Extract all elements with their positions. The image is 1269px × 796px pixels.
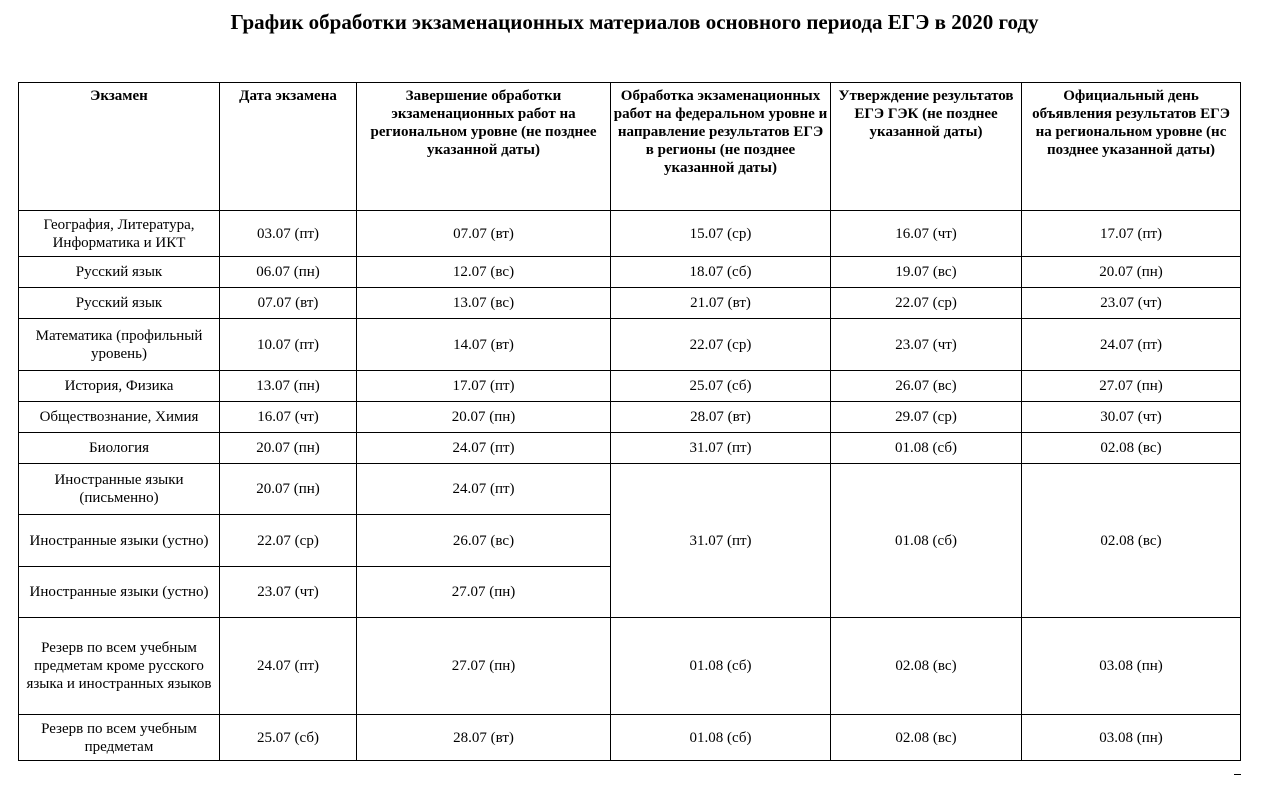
cell-exam: Резерв по всем учебным предметам кроме русского языка и иностранных языков (19, 618, 220, 715)
cell-exam: Иностранные языки (письменно) (19, 464, 220, 515)
cell-results-date: 24.07 (пт) (1022, 319, 1241, 371)
cell-results-date: 02.08 (вс) (1022, 433, 1241, 464)
cell-federal-date: 01.08 (сб) (611, 715, 831, 761)
header-row (19, 83, 1241, 211)
table-row (19, 618, 1241, 715)
cell-regional-date: 12.07 (вс) (357, 257, 611, 288)
cell-approval-date: 01.08 (сб) (831, 433, 1022, 464)
cell-exam-date: 07.07 (вт) (220, 288, 357, 319)
cell-exam-date: 10.07 (пт) (220, 319, 357, 371)
cell-exam-date: 25.07 (сб) (220, 715, 357, 761)
cell-results-date: 23.07 (чт) (1022, 288, 1241, 319)
table-row (19, 433, 1241, 464)
cell-regional-date: 26.07 (вс) (357, 515, 611, 567)
corner-mark (1234, 774, 1241, 775)
cell-exam: Биология (19, 433, 220, 464)
cell-exam: Иностранные языки (устно) (19, 567, 220, 618)
cell-approval-date: 22.07 (ср) (831, 288, 1022, 319)
schedule-table (18, 82, 1241, 761)
table-row (19, 319, 1241, 371)
cell-regional-date: 27.07 (пн) (357, 567, 611, 618)
table-row (19, 402, 1241, 433)
cell-results-date: 27.07 (пн) (1022, 371, 1241, 402)
cell-exam: Обществознание, Химия (19, 402, 220, 433)
cell-approval-date: 29.07 (ср) (831, 402, 1022, 433)
cell-regional-date: 27.07 (пн) (357, 618, 611, 715)
cell-federal-date: 21.07 (вт) (611, 288, 831, 319)
cell-results-date: 03.08 (пн) (1022, 715, 1241, 761)
cell-federal-date: 25.07 (сб) (611, 371, 831, 402)
cell-federal-date: 18.07 (сб) (611, 257, 831, 288)
cell-federal-date: 31.07 (пт) (611, 464, 831, 618)
cell-regional-date: 20.07 (пн) (357, 402, 611, 433)
header-federal-processing: Обработка экзаменационных работ на федеральном уровне и направление результатов ЕГЭ в регионы (не позднее указанной даты) (611, 83, 831, 211)
cell-regional-date: 24.07 (пт) (357, 433, 611, 464)
cell-regional-date: 07.07 (вт) (357, 211, 611, 257)
cell-exam: Иностранные языки (устно) (19, 515, 220, 567)
cell-regional-date: 24.07 (пт) (357, 464, 611, 515)
cell-exam-date: 24.07 (пт) (220, 618, 357, 715)
cell-regional-date: 28.07 (вт) (357, 715, 611, 761)
cell-federal-date: 28.07 (вт) (611, 402, 831, 433)
cell-federal-date: 22.07 (ср) (611, 319, 831, 371)
cell-results-date: 03.08 (пн) (1022, 618, 1241, 715)
cell-federal-date: 01.08 (сб) (611, 618, 831, 715)
header-exam: Экзамен (19, 83, 220, 211)
cell-approval-date: 23.07 (чт) (831, 319, 1022, 371)
cell-exam-date: 20.07 (пн) (220, 433, 357, 464)
cell-exam-date: 16.07 (чт) (220, 402, 357, 433)
cell-exam-date: 22.07 (ср) (220, 515, 357, 567)
cell-exam: Математика (профильный уровень) (19, 319, 220, 371)
cell-exam: География, Литература, Информатика и ИКТ (19, 211, 220, 257)
cell-regional-date: 14.07 (вт) (357, 319, 611, 371)
cell-results-date: 02.08 (вс) (1022, 464, 1241, 618)
header-gek-approval: Утверждение результатов ЕГЭ ГЭК (не позднее указанной даты) (831, 83, 1022, 211)
cell-regional-date: 13.07 (вс) (357, 288, 611, 319)
table-row (19, 257, 1241, 288)
table-row (19, 715, 1241, 761)
cell-exam: Русский язык (19, 257, 220, 288)
cell-approval-date: 16.07 (чт) (831, 211, 1022, 257)
header-regional-processing: Завершение обработки экзаменационных работ на региональном уровне (не позднее указанной даты) (357, 83, 611, 211)
cell-exam-date: 23.07 (чт) (220, 567, 357, 618)
cell-exam: Резерв по всем учебным предметам (19, 715, 220, 761)
cell-results-date: 30.07 (чт) (1022, 402, 1241, 433)
header-exam-date: Дата экзамена (220, 83, 357, 211)
cell-exam-date: 20.07 (пн) (220, 464, 357, 515)
table-row (19, 464, 1241, 515)
cell-exam: История, Физика (19, 371, 220, 402)
page-title: График обработки экзаменационных материалов основного периода ЕГЭ в 2020 году (230, 10, 1039, 34)
cell-approval-date: 19.07 (вс) (831, 257, 1022, 288)
cell-results-date: 20.07 (пн) (1022, 257, 1241, 288)
cell-approval-date: 01.08 (сб) (831, 464, 1022, 618)
cell-approval-date: 26.07 (вс) (831, 371, 1022, 402)
cell-federal-date: 15.07 (ср) (611, 211, 831, 257)
table-row (19, 288, 1241, 319)
cell-federal-date: 31.07 (пт) (611, 433, 831, 464)
cell-results-date: 17.07 (пт) (1022, 211, 1241, 257)
cell-exam-date: 03.07 (пт) (220, 211, 357, 257)
table-row (19, 211, 1241, 257)
cell-exam: Русский язык (19, 288, 220, 319)
cell-exam-date: 13.07 (пн) (220, 371, 357, 402)
header-official-results-day: Официальный день объявления результатов ЕГЭ на региональном уровне (нс позднее указанной даты) (1022, 83, 1241, 211)
cell-regional-date: 17.07 (пт) (357, 371, 611, 402)
cell-approval-date: 02.08 (вс) (831, 618, 1022, 715)
cell-exam-date: 06.07 (пн) (220, 257, 357, 288)
table-row (19, 371, 1241, 402)
cell-approval-date: 02.08 (вс) (831, 715, 1022, 761)
